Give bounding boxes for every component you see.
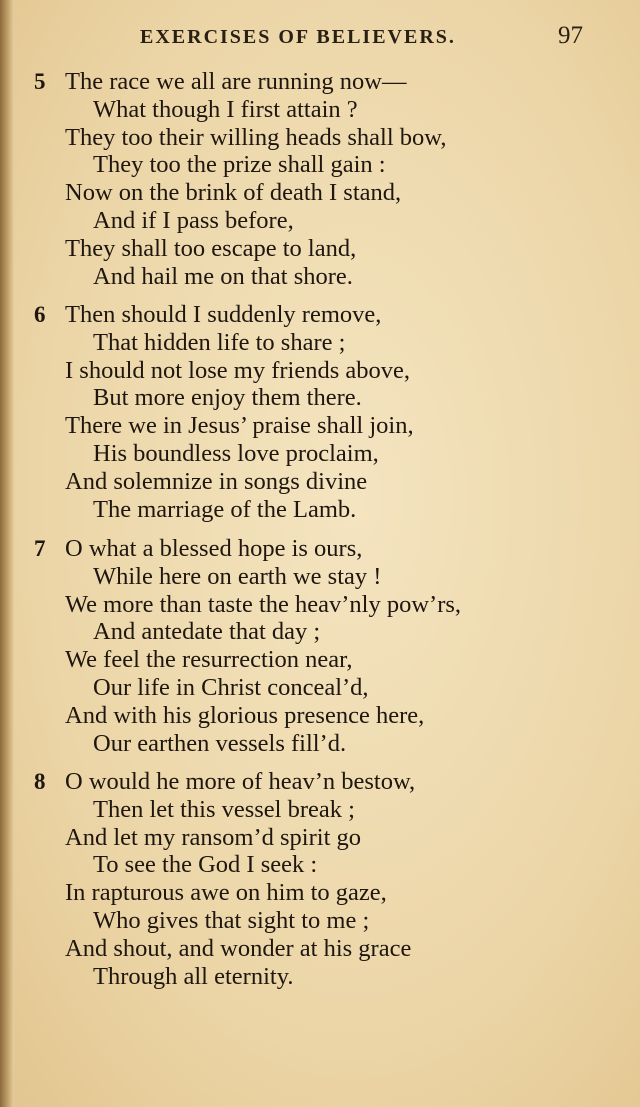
verse-line: They shall too escape to land, bbox=[65, 234, 357, 262]
verse-line: We more than taste the heav’nly pow’rs, bbox=[65, 590, 462, 618]
verse-line: And with his glorious presence here, bbox=[65, 701, 425, 729]
verse-line: That hidden life to share ; bbox=[93, 328, 346, 356]
stanza bbox=[0, 535, 620, 757]
stanza bbox=[0, 301, 620, 523]
verse-line: They too their willing heads shall bow, bbox=[65, 123, 447, 151]
stanza-number: 6 bbox=[34, 302, 46, 327]
verse-line: His boundless love proclaim, bbox=[93, 439, 379, 467]
verse-line: And hail me on that shore. bbox=[93, 262, 353, 290]
verse-line: I should not lose my friends above, bbox=[65, 356, 410, 384]
verse-line: Then let this vessel break ; bbox=[93, 795, 355, 823]
page-number: 97 bbox=[558, 22, 583, 49]
verse-line: There we in Jesus’ praise shall join, bbox=[65, 412, 414, 440]
verse-line: And let my ransom’d spirit go bbox=[65, 823, 362, 851]
verse-line: And antedate that day ; bbox=[93, 618, 321, 646]
verse-line: Our life in Christ conceal’d, bbox=[93, 673, 369, 701]
stanza-number: 7 bbox=[34, 536, 46, 561]
verse-line: And shout, and wonder at his grace bbox=[65, 934, 412, 962]
verse-line: Who gives that sight to me ; bbox=[93, 906, 370, 934]
stanza bbox=[0, 68, 620, 290]
verse-line: The race we all are running now— bbox=[65, 68, 407, 95]
verse-line: O what a blessed hope is ours, bbox=[65, 535, 363, 562]
verse-line: O would he more of heav’n bestow, bbox=[65, 768, 416, 795]
verse-line: And if I pass before, bbox=[93, 206, 294, 234]
stanza-number: 5 bbox=[34, 69, 46, 94]
stanza-number: 8 bbox=[34, 769, 46, 794]
verse-line: Our earthen vessels fill’d. bbox=[93, 729, 347, 757]
verse-line: Now on the brink of death I stand, bbox=[65, 179, 402, 207]
stanza bbox=[0, 768, 620, 990]
verse-line: While here on earth we stay ! bbox=[93, 562, 382, 590]
verse-line: To see the God I seek : bbox=[93, 851, 318, 879]
verse-line: Then should I suddenly remove, bbox=[65, 301, 382, 328]
running-title: EXERCISES OF BELIEVERS. bbox=[140, 26, 456, 48]
verse-line: In rapturous awe on him to gaze, bbox=[65, 879, 387, 907]
verse-line: But more enjoy them there. bbox=[93, 384, 362, 412]
verse-line: And solemnize in songs divine bbox=[65, 467, 368, 495]
verse-line: They too the prize shall gain : bbox=[93, 151, 386, 179]
verse-line: The marriage of the Lamb. bbox=[93, 495, 357, 523]
verse-line: Through all eternity. bbox=[93, 962, 294, 990]
verse-line: What though I first attain ? bbox=[93, 95, 358, 123]
verse-line: We feel the resurrection near, bbox=[65, 646, 353, 674]
